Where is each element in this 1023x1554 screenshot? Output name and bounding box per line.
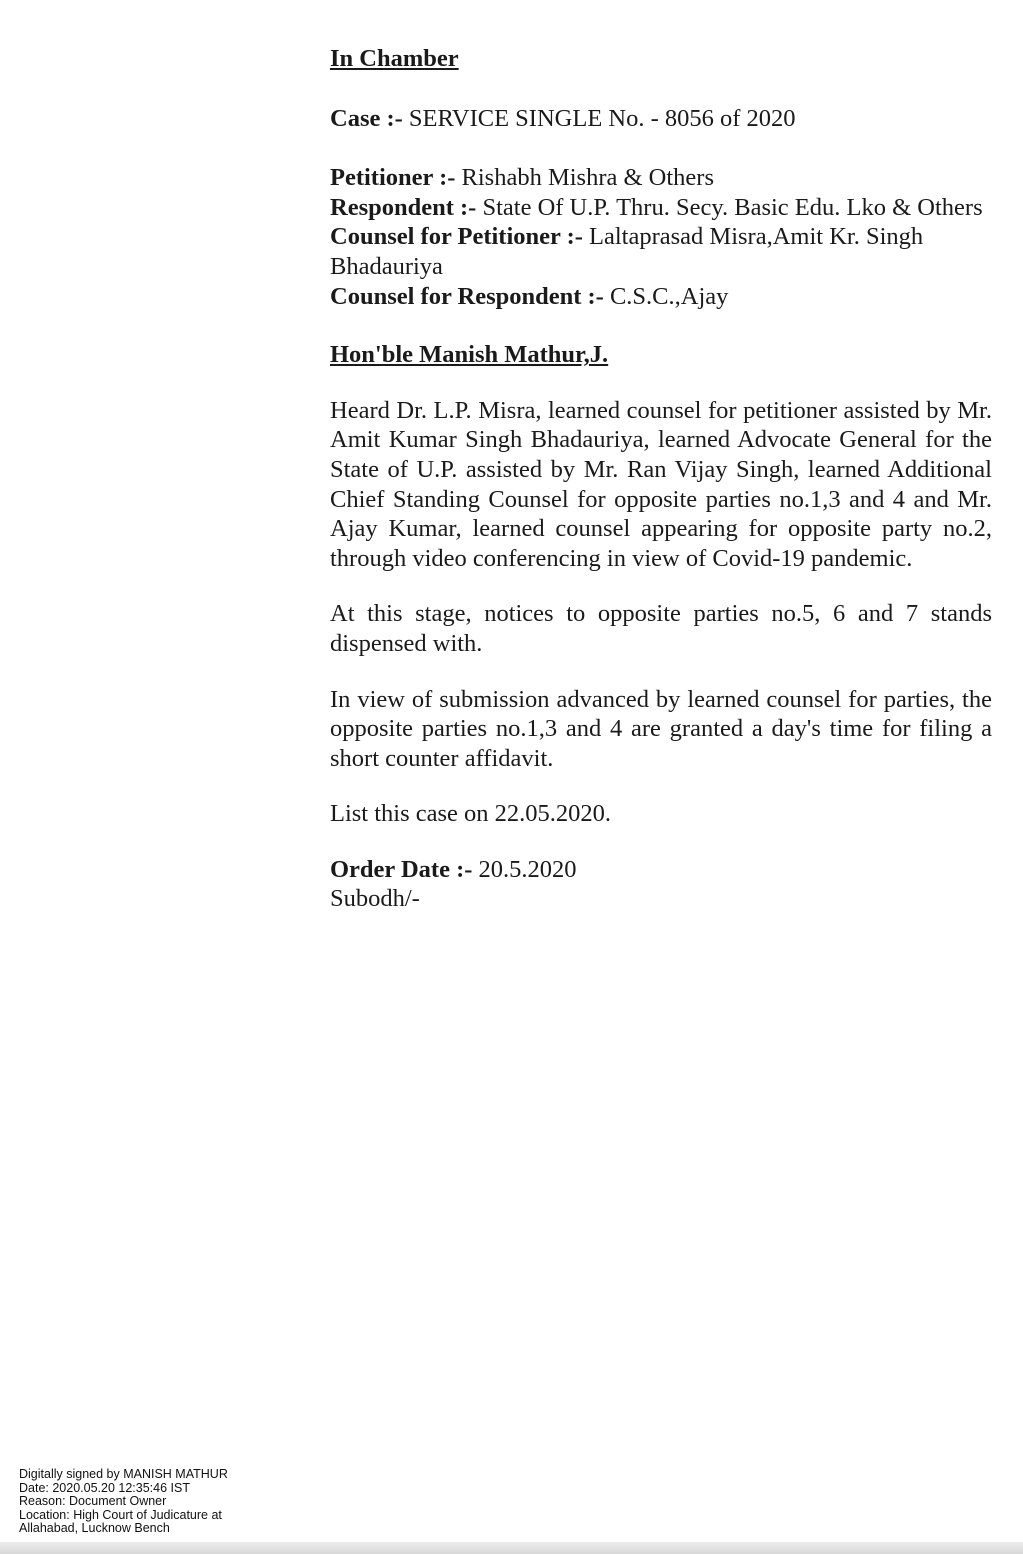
- respondent-label: Respondent :-: [330, 193, 477, 221]
- clerk-initials: Subodh/-: [330, 885, 420, 913]
- petitioner-line: [330, 163, 992, 193]
- counsel-respondent-line: [330, 282, 992, 312]
- order-paragraph: At this stage, notices to opposite parties no.5, 6 and 7 stands dispensed with.: [330, 600, 992, 657]
- case-line: [330, 104, 992, 134]
- signature-signer: Digitally signed by MANISH MATHUR: [19, 1467, 228, 1481]
- signature-reason: Reason: Document Owner: [19, 1494, 167, 1509]
- order-date-block: [330, 855, 992, 914]
- counsel-petitioner-line: [330, 222, 992, 281]
- case-label: Case :-: [330, 104, 403, 132]
- page-bottom-edge: [0, 1542, 1023, 1554]
- order-date-label: Order Date :-: [330, 855, 473, 883]
- order-paragraph: List this case on 22.05.2020.: [330, 800, 612, 828]
- case-value: SERVICE SINGLE No. - 8056 of 2020: [408, 104, 796, 132]
- counsel-petitioner-value: Laltaprasad Misra,Amit Kr. Singh Bhadauriya: [330, 223, 924, 280]
- document-heading: In Chamber: [330, 45, 459, 72]
- order-date-line: [330, 855, 992, 885]
- counsel-petitioner-label: Counsel for Petitioner :-: [330, 223, 583, 251]
- petitioner-label: Petitioner :-: [330, 164, 456, 192]
- signature-date: Date: 2020.05.20 12:35:46 IST: [19, 1480, 190, 1495]
- respondent-value: State Of U.P. Thru. Secy. Basic Edu. Lko & Others: [482, 193, 983, 221]
- order-date-value: 20.5.2020: [478, 855, 577, 883]
- counsel-respondent-label: Counsel for Respondent :-: [330, 282, 604, 310]
- order-paragraph: In view of submission advanced by learned counsel for parties, the opposite parties no.1,3 and 4 are granted a day's time for filing a short counter affidavit.: [330, 685, 992, 772]
- respondent-line: [330, 193, 992, 223]
- signature-location-cont: Allahabad, Lucknow Bench: [19, 1521, 170, 1536]
- digital-signature-block: [19, 1468, 279, 1536]
- judge-name: Hon'ble Manish Mathur,J.: [330, 341, 609, 369]
- order-document: [330, 44, 992, 914]
- order-paragraph: Heard Dr. L.P. Misra, learned counsel for petitioner assisted by Mr. Amit Kumar Singh Bhadauriya, learned Advocate General for the State of U.P. assisted by Mr. Ran Vijay Singh, learned Additional Chief Standing Counsel for opposite parties no.1,3 and 4 and Mr. Ajay Kumar, learned counsel appearing for opposite party no.2, through video conferencing in view of Covid-19 pandemic.: [330, 396, 992, 572]
- petitioner-value: Rishabh Mishra & Others: [461, 164, 714, 192]
- signature-location: Location: High Court of Judicature at: [19, 1507, 222, 1522]
- counsel-respondent-value: C.S.C.,Ajay: [609, 282, 729, 310]
